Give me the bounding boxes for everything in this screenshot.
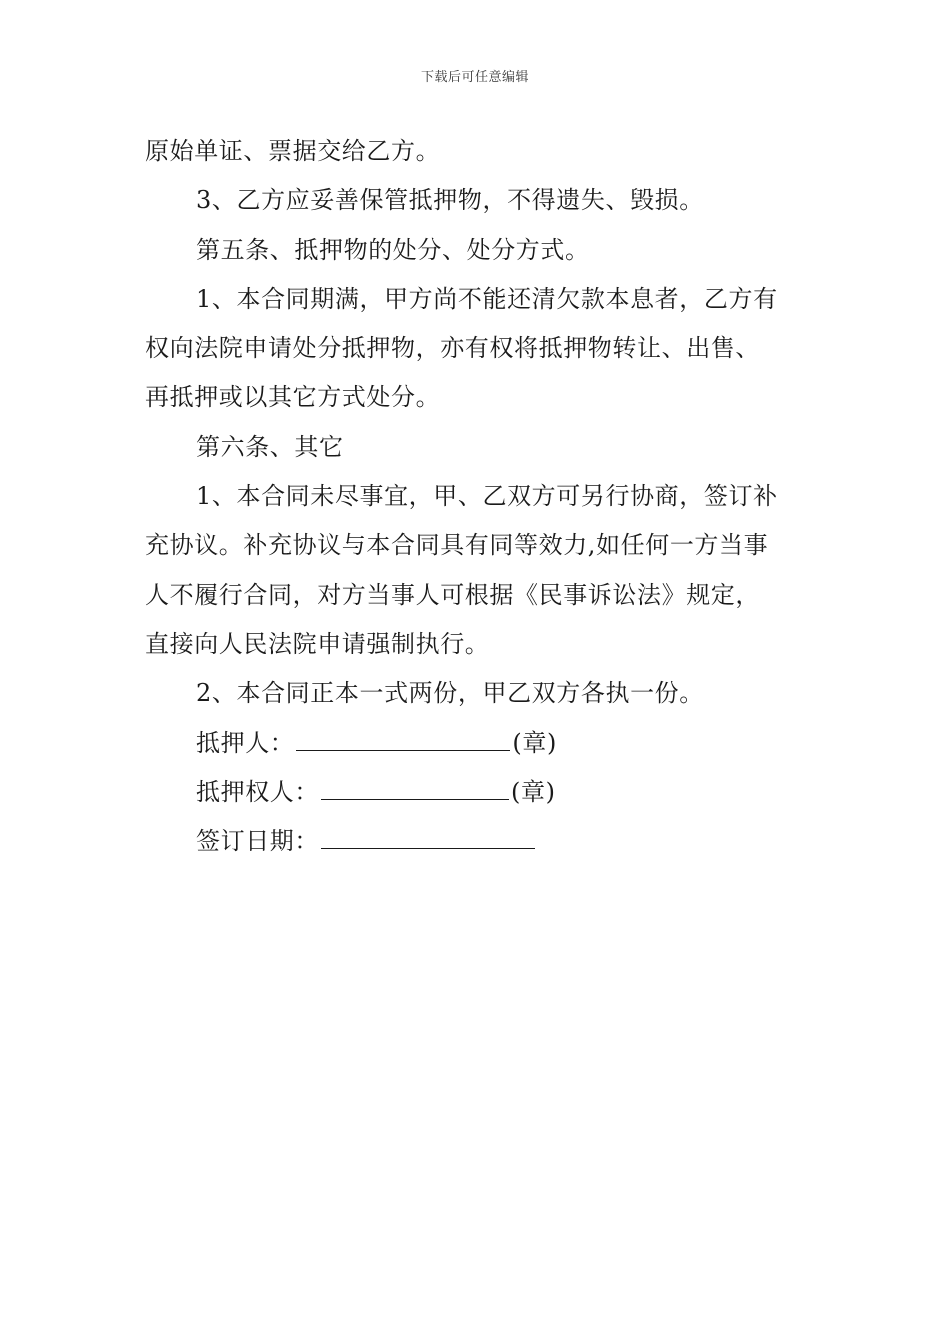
mortgagor-signature-blank — [296, 730, 510, 751]
mortgagee-signature-blank — [321, 779, 509, 800]
paragraph-line: 权向法院申请处分抵押物，亦有权将抵押物转让、出售、 — [145, 334, 760, 363]
mortgagor-label: 抵押人： — [196, 728, 295, 757]
paragraph-line: 原始单证、票据交给乙方。 — [145, 137, 441, 165]
paragraph-line: 再抵押或以其它方式处分。 — [145, 383, 441, 412]
mortgagee-seal: (章) — [511, 777, 556, 806]
document-body — [145, 127, 809, 866]
signature-mortgagee — [145, 768, 809, 817]
mortgagee-label: 抵押权人： — [196, 777, 319, 806]
paragraph-line: 充协议。补充协议与本合同具有同等效力,如任何一方当事 — [145, 531, 769, 560]
section-heading: 第六条、其它 — [196, 432, 344, 461]
paragraph-line: 3、乙方应妥善保管抵押物，不得遗失、毁损。 — [196, 186, 704, 215]
paragraph-line: 2、本合同正本一式两份，甲乙双方各执一份。 — [196, 679, 704, 708]
date-label: 签订日期： — [196, 827, 319, 856]
paragraph-line: 1、本合同期满，甲方尚不能还清欠款本息者，乙方有 — [196, 284, 778, 313]
date-blank — [321, 828, 535, 849]
paragraph-line: 直接向人民法院申请强制执行。 — [145, 629, 490, 658]
signature-date — [145, 817, 809, 866]
page-header: 下载后可任意编辑 — [420, 70, 529, 85]
signature-mortgagor — [145, 719, 809, 768]
section-heading: 第五条、抵押物的处分、处分方式。 — [196, 235, 590, 264]
paragraph-line: 1、本合同未尽事宜，甲、乙双方可另行协商，签订补 — [196, 482, 778, 511]
mortgagor-seal: (章) — [512, 728, 557, 757]
paragraph-line: 人不履行合同，对方当事人可根据《民事诉讼法》规定， — [145, 580, 760, 609]
